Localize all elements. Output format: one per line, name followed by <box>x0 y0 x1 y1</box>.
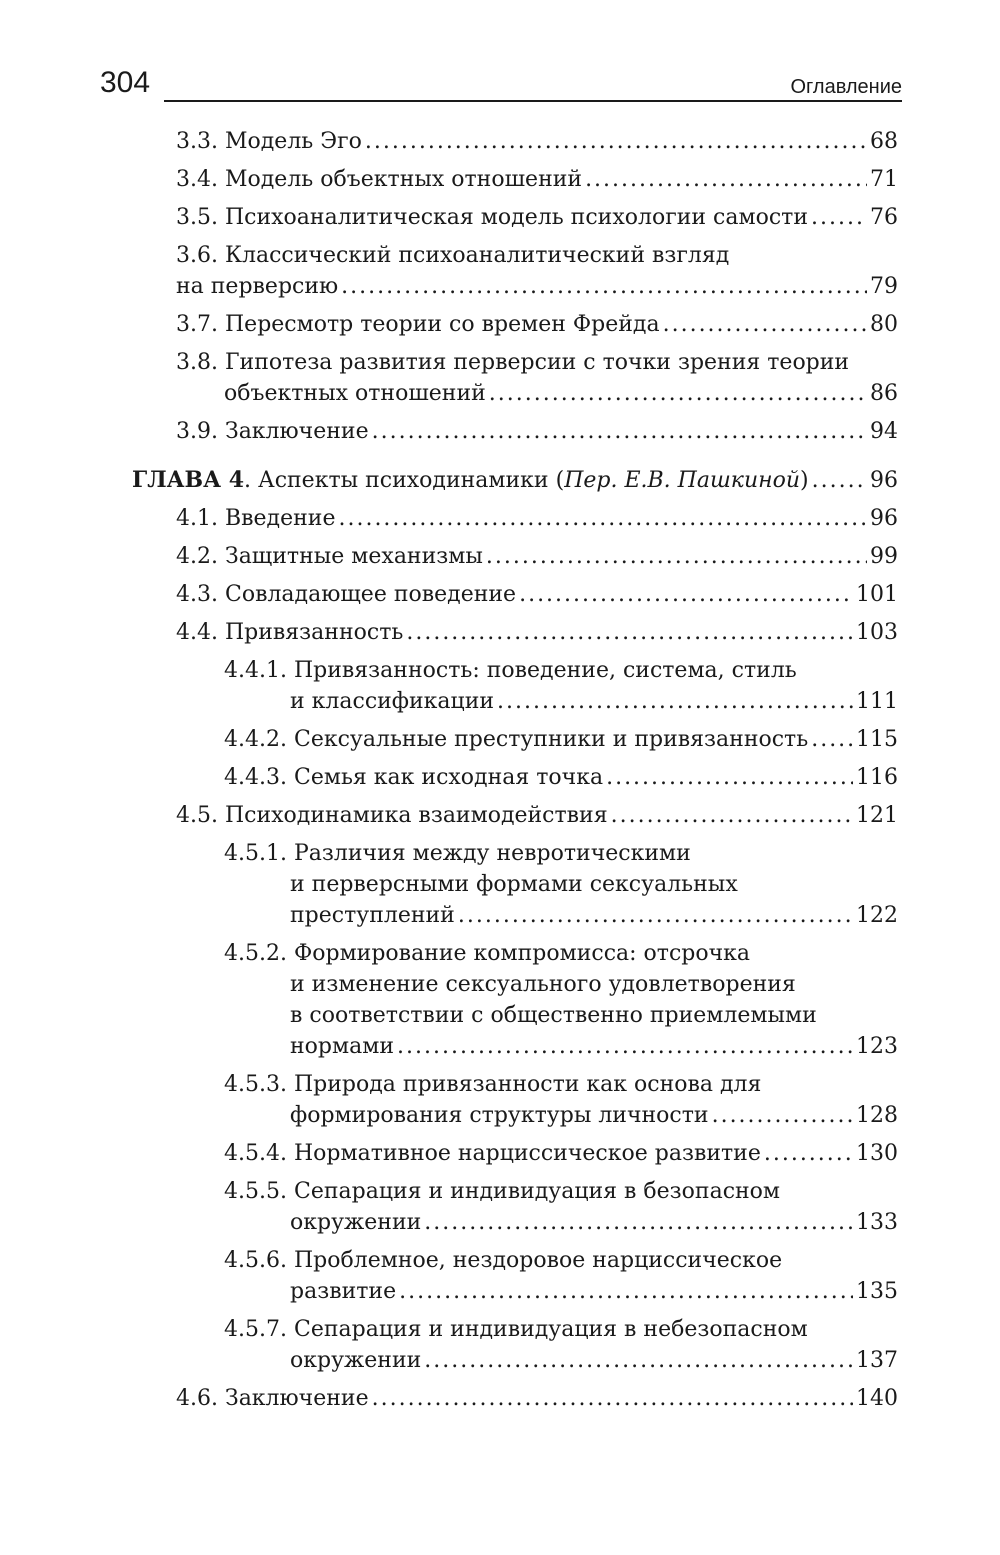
toc-page: 130 <box>856 1141 898 1166</box>
toc-number: 4.4.2. <box>224 727 287 752</box>
chapter-translator: Пер. Е.В. Пашкиной <box>564 468 801 493</box>
toc-title-line2: и перверсными формами сексуальных <box>290 872 738 897</box>
toc-entry-3-4 <box>176 164 898 195</box>
toc-page: 94 <box>870 419 898 444</box>
toc-entry-4-1 <box>176 503 898 534</box>
toc-number: 4.5.4. <box>224 1141 287 1166</box>
toc-title-line2: и классификации <box>290 689 495 714</box>
toc-number: 3.3. <box>176 129 218 154</box>
toc-number: 4.4.3. <box>224 765 287 790</box>
toc-title: Модель Эго <box>224 129 362 154</box>
toc-title: Пересмотр теории со времен Фрейда <box>224 312 660 337</box>
toc-page: 123 <box>856 1034 898 1059</box>
toc-title: Психоаналитическая модель психологии самости <box>224 205 808 230</box>
toc-entry-4-4 <box>176 617 898 648</box>
toc-number: 4.2. <box>176 544 218 569</box>
toc-number: 4.5.7. <box>224 1317 287 1342</box>
toc-title-line1: Проблемное, нездоровое нарциссическое <box>293 1248 783 1273</box>
leader-dots <box>406 617 853 648</box>
leader-dots <box>397 1031 853 1062</box>
toc-page: 71 <box>870 167 898 192</box>
toc-number: 3.7. <box>176 312 218 337</box>
toc-number: 4.5.1. <box>224 841 287 866</box>
toc-entry-4-3 <box>176 579 898 610</box>
toc-page: 96 <box>870 506 898 531</box>
toc-number: 4.1. <box>176 506 218 531</box>
toc-entry-4-5-5 <box>176 1176 898 1238</box>
toc-number: 4.5.2. <box>224 941 287 966</box>
toc-page: 128 <box>856 1103 898 1128</box>
leader-dots <box>424 1207 853 1238</box>
leader-dots <box>372 1383 853 1414</box>
toc-title-line2: окружении <box>290 1348 422 1373</box>
toc-entry-3-9 <box>176 416 898 447</box>
toc-page: 116 <box>856 765 898 790</box>
toc-title: Заключение <box>224 1386 369 1411</box>
leader-dots <box>458 900 853 931</box>
toc-title-line1: Гипотеза развития перверсии с точки зрения теории <box>224 350 850 375</box>
toc-title: Заключение <box>224 419 369 444</box>
running-title: Оглавление <box>790 76 902 98</box>
toc-title-line2: окружении <box>290 1210 422 1235</box>
toc-page: 76 <box>870 205 898 230</box>
toc-entry-4-2 <box>176 541 898 572</box>
toc-page: 86 <box>870 381 898 406</box>
toc-number: 4.5. <box>176 803 218 828</box>
leader-dots <box>341 271 867 302</box>
toc-title-line4: нормами <box>290 1034 394 1059</box>
toc-number: 3.9. <box>176 419 218 444</box>
toc-page: 99 <box>870 544 898 569</box>
toc-entry-4-5-4 <box>176 1138 898 1169</box>
toc-number: 3.4. <box>176 167 218 192</box>
chapter-close: ) <box>800 468 809 493</box>
toc-entry-3-7 <box>176 309 898 340</box>
toc-title-line3: преступлений <box>290 903 455 928</box>
toc-page: 135 <box>856 1279 898 1304</box>
toc-entry-4-5-6 <box>176 1245 898 1307</box>
leader-dots <box>811 202 867 233</box>
toc-page: 80 <box>870 312 898 337</box>
leader-dots <box>611 800 853 831</box>
toc-title-line2: формирования структуры личности <box>290 1103 709 1128</box>
toc-title-line2: объектных отношений <box>224 381 486 406</box>
toc-page: 96 <box>870 468 898 493</box>
leader-dots <box>811 724 853 755</box>
toc-number: 4.6. <box>176 1386 218 1411</box>
leader-dots <box>338 503 867 534</box>
toc-title-line1: Привязанность: поведение, система, стиль <box>293 658 797 683</box>
toc-page: 137 <box>856 1348 898 1373</box>
toc-page: 111 <box>856 689 898 714</box>
toc-page: 101 <box>856 582 898 607</box>
toc-title: Нормативное нарциссическое развитие <box>293 1141 761 1166</box>
toc-number: 4.4.1. <box>224 658 287 683</box>
leader-dots <box>399 1276 853 1307</box>
toc-title-line1: Различия между невротическими <box>293 841 691 866</box>
toc-number: 4.5.3. <box>224 1072 287 1097</box>
toc-page: 133 <box>856 1210 898 1235</box>
chapter-title: . Аспекты психодинамики ( <box>244 468 565 493</box>
leader-dots <box>489 378 867 409</box>
toc-page: 115 <box>856 727 898 752</box>
toc-entry-4-4-2 <box>176 724 898 755</box>
toc-entry-4-6 <box>176 1383 898 1414</box>
toc-title-line2: развитие <box>290 1279 397 1304</box>
toc-title: Сексуальные преступники и привязанность <box>293 727 809 752</box>
leader-dots <box>812 465 867 496</box>
toc-number: 3.5. <box>176 205 218 230</box>
toc-number: 4.5.5. <box>224 1179 287 1204</box>
toc-entry-4-5-2 <box>176 938 898 1062</box>
toc-title: Модель объектных отношений <box>224 167 583 192</box>
toc-page: 122 <box>856 903 898 928</box>
page-header <box>100 60 902 108</box>
toc-entry-3-5 <box>176 202 898 233</box>
toc-title-line1: Природа привязанности как основа для <box>293 1072 762 1097</box>
toc-number: 4.4. <box>176 620 218 645</box>
leader-dots <box>497 686 853 717</box>
leader-dots <box>424 1345 853 1376</box>
toc-title-line1: Сепарация и индивидуация в небезопасном <box>293 1317 808 1342</box>
toc-number: 4.3. <box>176 582 218 607</box>
toc-page: 140 <box>856 1386 898 1411</box>
toc-page: 121 <box>856 803 898 828</box>
toc-number: 3.6. <box>176 243 218 268</box>
toc-number: 3.8. <box>176 350 218 375</box>
leader-dots <box>365 126 867 157</box>
toc-title: Семья как исходная точка <box>293 765 604 790</box>
toc-title: Защитные механизмы <box>224 544 483 569</box>
toc-title: Введение <box>224 506 336 531</box>
toc-entry-4-5-3 <box>176 1069 898 1131</box>
leader-dots <box>712 1100 853 1131</box>
toc-title-line3: в соответствии с общественно приемлемыми <box>290 1003 817 1028</box>
toc-entry-4-4-3 <box>176 762 898 793</box>
toc-page: 68 <box>870 129 898 154</box>
toc-entry-4-5-1 <box>176 838 898 931</box>
table-of-contents <box>132 126 898 1414</box>
toc-title-line1: Формирование компромисса: отсрочка <box>293 941 751 966</box>
toc-entry-4-5-7 <box>176 1314 898 1376</box>
toc-title: Психодинамика взаимодействия <box>224 803 608 828</box>
toc-title-line2: на перверсию <box>176 274 339 299</box>
toc-entry-3-6 <box>176 240 898 302</box>
leader-dots <box>764 1138 853 1169</box>
toc-title-line2: и изменение сексуального удовлетворения <box>290 972 796 997</box>
toc-number: 4.5.6. <box>224 1248 287 1273</box>
toc-entry-3-3 <box>176 126 898 157</box>
toc-page: 103 <box>856 620 898 645</box>
leader-dots <box>663 309 867 340</box>
toc-title-line1: Сепарация и индивидуация в безопасном <box>293 1179 781 1204</box>
toc-title: Совладающее поведение <box>224 582 517 607</box>
leader-dots <box>486 541 867 572</box>
toc-title-line1: Классический психоаналитический взгляд <box>224 243 730 268</box>
leader-dots <box>585 164 867 195</box>
toc-page: 79 <box>870 274 898 299</box>
toc-entry-4-5 <box>176 800 898 831</box>
toc-entry-4-4-1 <box>176 655 898 717</box>
chapter-label: ГЛАВА 4 <box>132 467 245 493</box>
header-rule <box>164 100 902 102</box>
leader-dots <box>519 579 853 610</box>
toc-title: Привязанность <box>224 620 404 645</box>
page-number: 304 <box>100 66 151 99</box>
toc-entry-3-8 <box>176 347 898 409</box>
leader-dots <box>606 762 853 793</box>
toc-chapter-4 <box>132 465 898 496</box>
leader-dots <box>372 416 867 447</box>
